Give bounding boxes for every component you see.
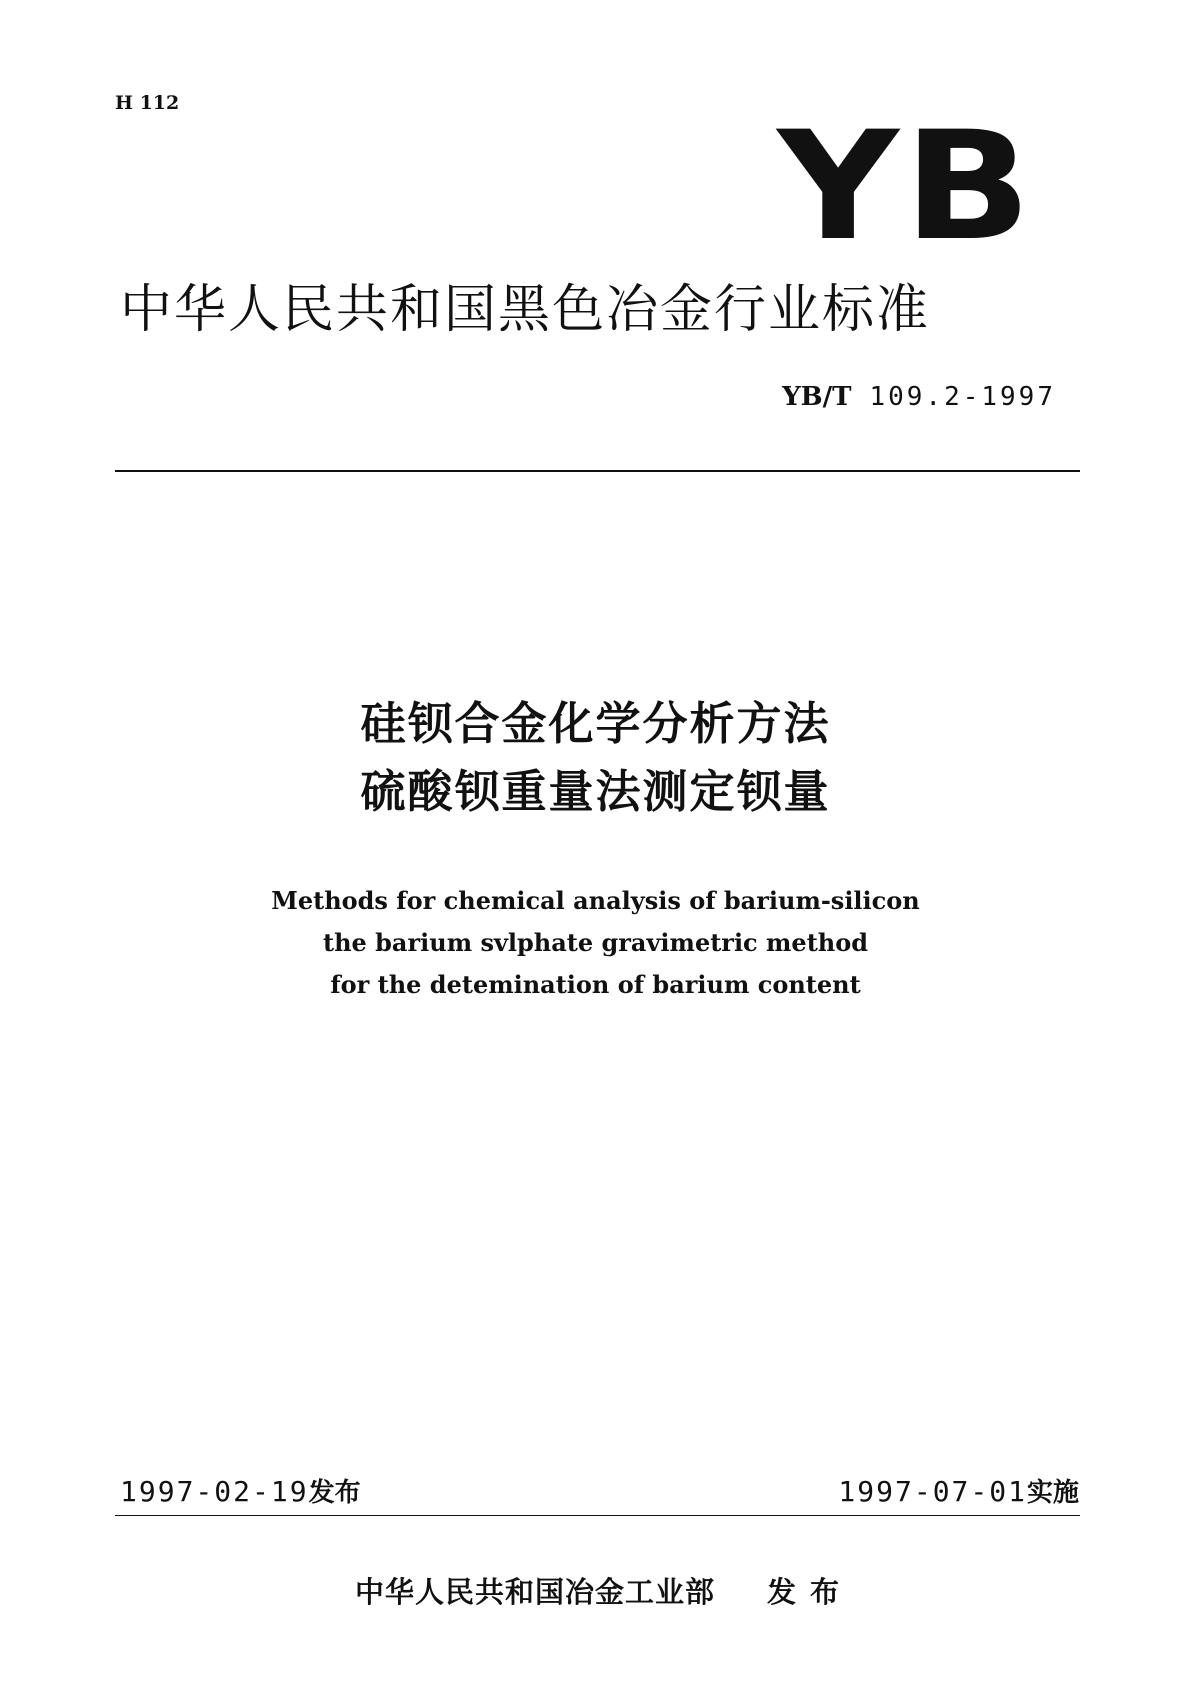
- english-title: [0, 880, 1191, 1006]
- bottom-divider: [115, 1515, 1080, 1516]
- effective-date-label: 实施: [1026, 1478, 1079, 1508]
- yb-logo: YB: [777, 100, 1036, 274]
- standard-prefix: YB/T: [782, 382, 852, 412]
- english-title-line-3: for the detemination of barium content: [330, 970, 861, 999]
- chinese-title: [0, 690, 1191, 826]
- chinese-title-line-1: 硅钡合金化学分析方法: [360, 697, 831, 750]
- industry-standard-title: 中华人民共和国黑色冶金行业标准: [120, 280, 931, 340]
- english-title-line-2: the barium svlphate gravimetric method: [322, 928, 869, 957]
- issue-date-value: 1997-02-19: [120, 1475, 309, 1508]
- english-title-line-1: Methods for chemical analysis of barium-silicon: [271, 886, 920, 915]
- classification-code: H 112: [115, 92, 180, 114]
- chinese-title-line-2: 硫酸钡重量法测定钡量: [360, 765, 831, 818]
- issuer-name: 中华人民共和国冶金工业部: [355, 1575, 716, 1609]
- top-divider: [115, 470, 1080, 472]
- issuer: [355, 1570, 853, 1611]
- standard-code: 109.2-1997: [869, 382, 1056, 412]
- effective-date-value: 1997-07-01: [838, 1475, 1027, 1508]
- effective-date: [838, 1472, 1079, 1509]
- issue-date-label: 发布: [308, 1478, 361, 1508]
- issue-date: [120, 1472, 361, 1509]
- issuer-action: 发布: [767, 1575, 854, 1609]
- standard-number: [782, 382, 1056, 412]
